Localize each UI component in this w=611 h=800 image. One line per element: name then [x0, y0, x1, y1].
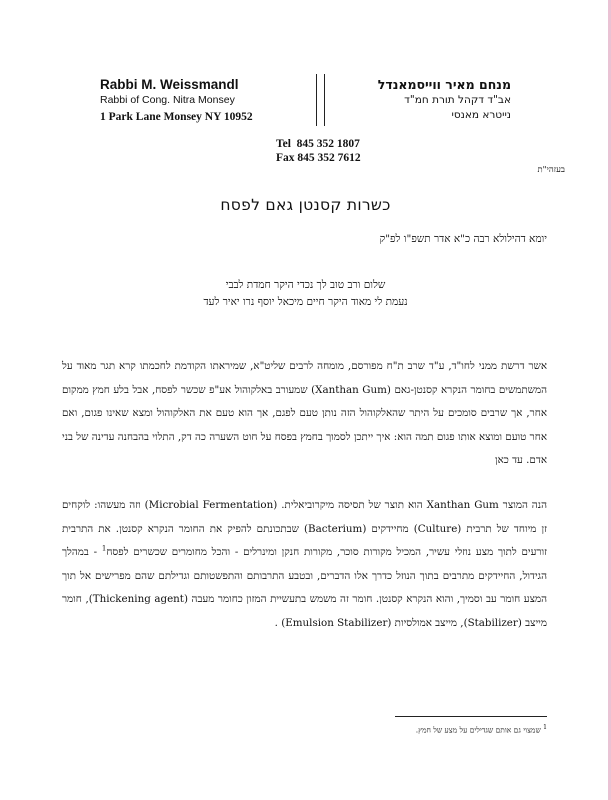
letterhead-hebrew [311, 76, 511, 123]
letterhead-english [100, 76, 290, 125]
bsd-mark: בעזהי"ת [537, 165, 565, 175]
p1-text-a: אשר דרשת ממני לחו"ד, ע"ד שרב ת"ח מפורסם, מומחה לרבים שליט"א, שמיראתו הקודמת לחכמתו קרא תגר מאוד על המשתמשים בחומר הנקרא קסנטן-גאם [62, 360, 547, 396]
footnote-ref: 1 [101, 544, 107, 553]
greeting [0, 277, 611, 311]
p1-text-b: שמעורב באלקוהול אע"פ שכשר לפסח, אבל בלע חמץ ממקום אחר, אך שרבים סומכים על היתר שהאלקוהול הזה נותן טעם לפגם, אך הוא טעם את האלקוהול ומצא שאינו פגום, ואם אחר טועם ומוצא אותו פגום תמה הוא: איך ייתכן לסמוך בחמץ בפסח על חוט השערה כה דק, התלוי בהבחנה עדינה של בני אדם. עד כאן [62, 383, 547, 466]
p2-text-c: וזה מעשהו: לוקחים זן מיוחד של תרבית [62, 499, 547, 535]
p2-bacterium: (Bacterium) [303, 522, 367, 535]
rabbi-location-he: נייטרא מאנסי [451, 109, 511, 121]
rabbi-title-he: אב"ד דקהל תורת חמ"ד [404, 94, 511, 106]
p2-text-f: - במהלך הגידול, החיידקים מתרבים בתוך הנוזל כדרך אלו הדברים, ובטבע התרבותם והתפשטותם וגדילתם שהם מפרישים אל תוך המצע חומר עב וסמיך, והוא הנקרא קסנטן. חומר זה משמש בתעשיית המזון כחומר מעבה [62, 546, 547, 605]
p2-text-d: מחיידקים [371, 522, 409, 535]
p2-xanthan-gum: Xanthan Gum [426, 499, 499, 511]
footnote [416, 724, 547, 735]
p2-culture: (Culture) [413, 522, 462, 535]
fax-number: Fax 845 352 7612 [276, 152, 361, 164]
paragraph-1 [62, 355, 547, 473]
rabbi-address-en: 1 Park Lane Monsey NY 10952 [100, 111, 253, 123]
rabbi-name-en: Rabbi M. Weissmandl [100, 77, 239, 92]
p2-text-i: . [274, 616, 278, 629]
footnote-mark: 1 [543, 724, 547, 731]
date-line: יומא דהילולא רבה כ"א אדר תשפ"ו לפ"ק [379, 233, 547, 245]
p2-text-e: שבתכונתם להפיק את החומר הנקרא קסנטן. את התרבית זורעים לתוך מצע נוזלי עשיר, המכיל מקורות סוכר, מקורות חנקן ומינרלים - והכל מחומרים שכשרים לפסח [62, 522, 548, 558]
p2-text-a: הנה המוצר [502, 499, 548, 511]
rabbi-title-en: Rabbi of Cong. Nitra Monsey [100, 94, 235, 106]
contact-block [276, 137, 361, 165]
p2-text-b: הוא תוצר של תסיסה מיקרוביאלית. [281, 499, 423, 511]
p2-microbial-fermentation: (Microbial Fermentation) [144, 499, 278, 511]
rabbi-name-he: מנחם מאיר ווייסמאנדל [377, 77, 511, 92]
p2-emulsion-stabilizer: (Emulsion Stabilizer) [281, 616, 392, 629]
footnote-text: שמצוי גם אותם שגדילים על מצע של חמץ. [415, 725, 541, 735]
greeting-line-2: נעמת לי מאוד היקר חיים מיכאל יוסף נרו יאיר לעד [203, 296, 408, 308]
footnote-rule [395, 716, 547, 717]
letter-title: כשרות קסנטן גאם לפסח [220, 196, 391, 214]
phone-number: Tel 845 352 1807 [276, 138, 360, 150]
p2-thickening-agent: (Thickening agent) [88, 593, 188, 605]
paragraph-2 [62, 494, 547, 635]
p2-stabilizer: (Stabilizer) [463, 616, 522, 629]
p2-text-h: , מייצב אמולסיות [394, 616, 464, 629]
p1-xanthan-gum: (Xanthan Gum) [311, 383, 391, 396]
p2-text-g: , חומר מייצב [62, 593, 547, 629]
greeting-line-1: שלום ורב טוב לך נכדי היקר חמדת לבבי [225, 279, 386, 291]
